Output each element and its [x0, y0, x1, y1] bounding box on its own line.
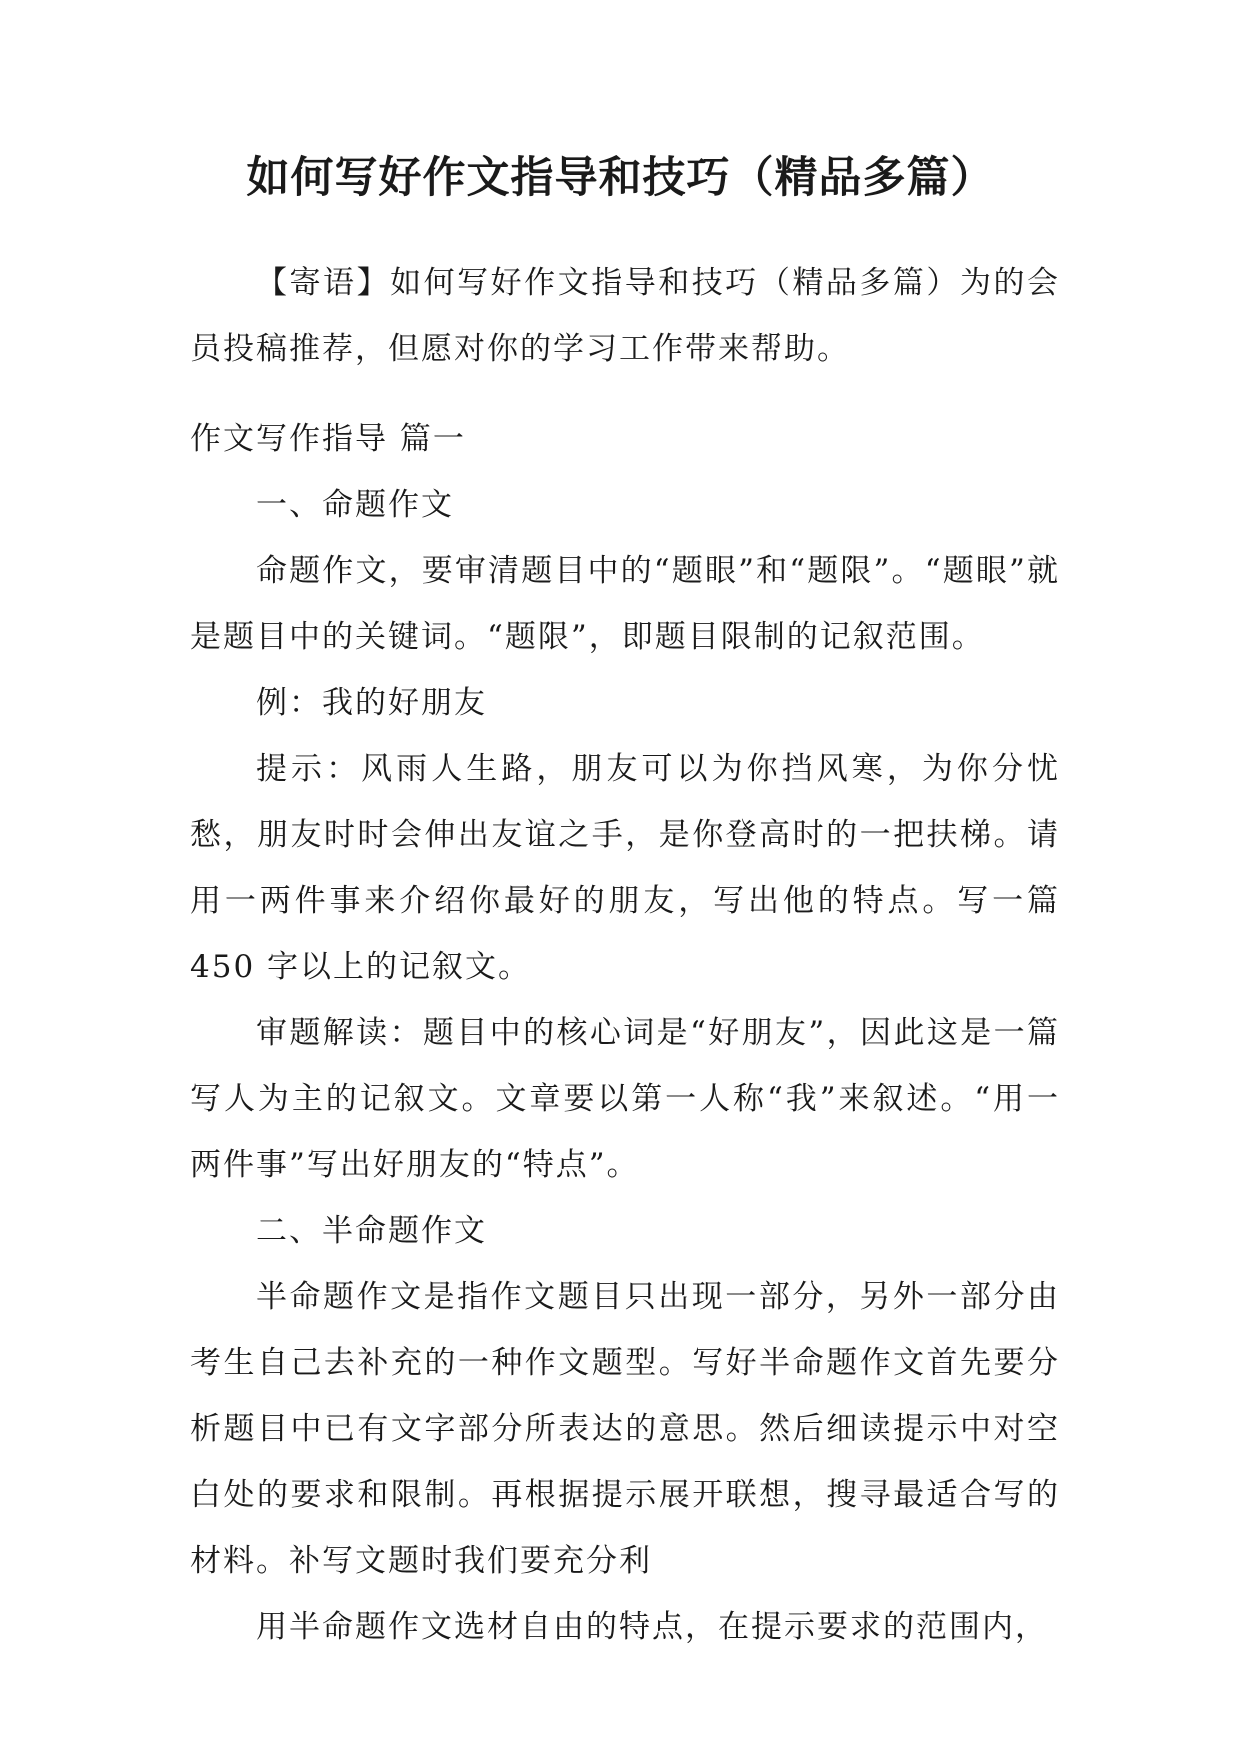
body-paragraph: 用半命题作文选材自由的特点，在提示要求的范围内， [256, 1609, 1048, 1645]
subheading-semi-propositional-essay: 二、半命题作文 [256, 1213, 487, 1249]
document-title: 如何写好作文指导和技巧（精品多篇） [246, 153, 995, 203]
body-paragraph: 半命题作文是指作文题目只出现一部分，另外一部分由考生自己去补充的一种作文题型。写好半命题作文首先要分析题目中已有文字部分所表达的意思。然后细读提示中对空白处的要求和限制。再根据提示展开联想，搜寻最适合写的材料。补写文题时我们要充分利 [190, 1279, 1060, 1579]
section-heading: 作文写作指导 篇一 [190, 421, 466, 457]
preface-paragraph: 【寄语】如何写好作文指导和技巧（精品多篇）为的会员投稿推荐，但愿对你的学习工作带来帮助。 [190, 265, 1060, 367]
subheading-propositional-essay: 一、命题作文 [256, 487, 454, 523]
body-paragraph: 审题解读：题目中的核心词是“好朋友”，因此这是一篇写人为主的记叙文。文章要以第一人称“我”来叙述。“用一两件事”写出好朋友的“特点”。 [190, 1015, 1060, 1183]
example-title: 例：我的好朋友 [256, 685, 487, 721]
preface-block [190, 250, 1060, 382]
body-paragraph: 命题作文，要审清题目中的“题眼”和“题限”。“题眼”就是题目中的关键词。“题限”，即题目限制的记叙范围。 [190, 553, 1060, 655]
document-body [190, 406, 1060, 1660]
body-paragraph: 提示：风雨人生路，朋友可以为你挡风寒，为你分忧愁，朋友时时会伸出友谊之手，是你登高时的一把扶梯。请用一两件事来介绍你最好的朋友，写出他的特点。写一篇 450 字以上的记叙文。 [190, 751, 1060, 985]
